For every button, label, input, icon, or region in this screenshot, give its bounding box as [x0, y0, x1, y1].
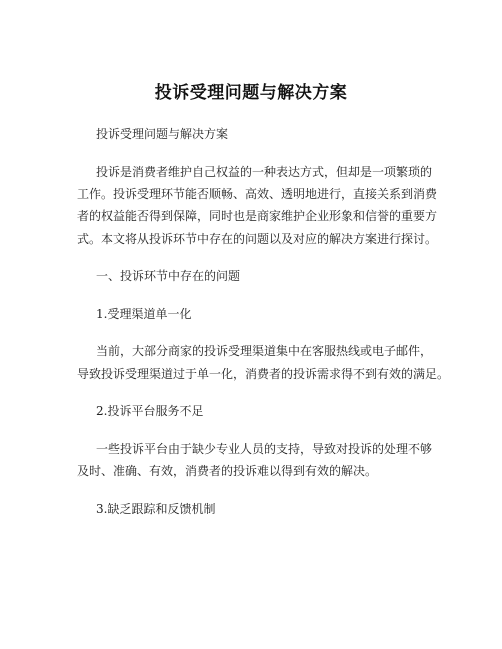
paragraph-line: 及时、准确、有效，消费者的投诉难以得到有效的解决。: [77, 464, 378, 478]
paragraph-line: 当前，大部分商家的投诉受理渠道集中在客服热线或电子邮件，: [96, 344, 433, 358]
paragraph-line: 投诉是消费者维护自己权益的一种表达方式，但却是一项繁琐的: [96, 165, 433, 179]
section-heading: 一、投诉环节中存在的问题: [96, 269, 241, 283]
subtitle-line: 投诉受理问题与解决方案: [96, 127, 229, 141]
paragraph-line: 一些投诉平台由于缺少专业人员的支持，导致对投诉的处理不够: [96, 442, 433, 456]
subsection-heading: 1.受理渠道单一化: [96, 307, 192, 321]
paragraph-line: 式。本文将从投诉环节中存在的问题以及对应的解决方案进行探讨。: [77, 232, 438, 246]
paragraph-line: 导致投诉受理渠道过于单一化，消费者的投诉需求得不到有效的满足。: [77, 367, 450, 381]
paragraph-line: 者的权益能否得到保障，同时也是商家维护企业形象和信誉的重要方: [77, 209, 438, 223]
paragraph-line: 工作。投诉受理环节能否顺畅、高效、透明地进行，直接关系到消费: [77, 187, 438, 201]
subsection-heading: 2.投诉平台服务不足: [96, 404, 204, 418]
document-title: 投诉受理问题与解决方案: [154, 83, 348, 103]
subsection-heading: 3.缺乏跟踪和反馈机制: [96, 502, 216, 516]
